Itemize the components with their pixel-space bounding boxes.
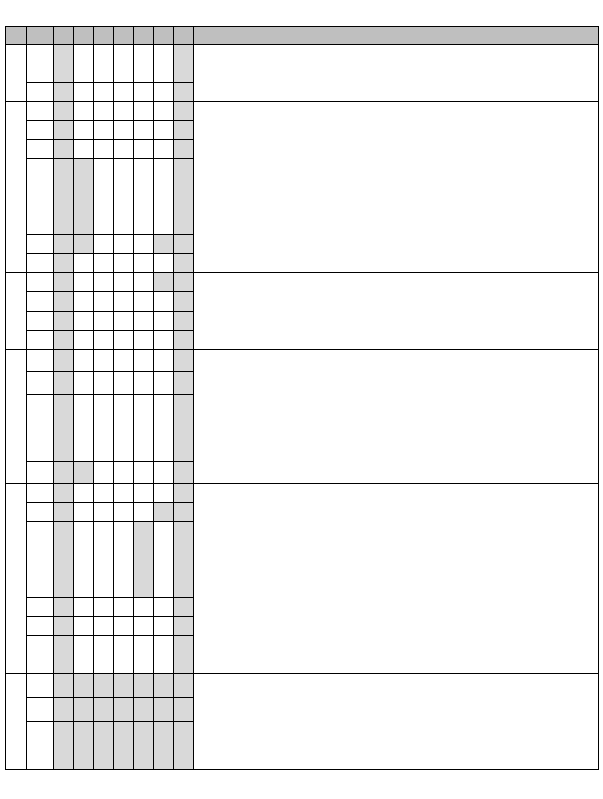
event-item: [196, 225, 598, 244]
event-item: [196, 292, 598, 311]
event-item: [196, 244, 598, 263]
day-cell: [74, 722, 94, 770]
day-cell: [114, 140, 134, 159]
day-cell: [174, 394, 194, 461]
events-header: [194, 27, 599, 45]
event-item: [196, 311, 598, 330]
week-label: [27, 140, 54, 159]
day-cell: [134, 83, 154, 102]
month-label: [6, 484, 27, 674]
event-item: [196, 130, 598, 149]
day-cell: [94, 636, 114, 674]
day-cell: [154, 598, 174, 617]
day-cell: [54, 254, 74, 273]
day-cell: [154, 698, 174, 722]
day-cell: [134, 311, 154, 330]
week-label: [27, 698, 54, 722]
day-cell: [94, 484, 114, 503]
event-item: [196, 273, 598, 292]
day-cell: [94, 503, 114, 522]
day-cell: [154, 522, 174, 598]
day-cell: [94, 674, 114, 698]
day-cell: [94, 617, 114, 636]
day-cell: [114, 311, 134, 330]
week-label: [27, 292, 54, 311]
events-cell: [194, 674, 599, 770]
day-cell: [174, 636, 194, 674]
day-cell: [54, 140, 74, 159]
day-cell: [94, 121, 114, 140]
event-item: [196, 369, 598, 388]
day-cell: [134, 330, 154, 349]
day-cell: [94, 140, 114, 159]
day-cell: [114, 461, 134, 483]
day-cell: [154, 311, 174, 330]
day-cell: [154, 102, 174, 121]
day-cell: [54, 45, 74, 83]
day-cell: [134, 484, 154, 503]
day-cell: [174, 372, 194, 394]
day-cell: [154, 235, 174, 254]
day-cell: [154, 121, 174, 140]
week-label: [27, 83, 54, 102]
day-cell: [154, 372, 174, 394]
day-cell: [174, 235, 194, 254]
day-cell: [134, 235, 154, 254]
event-item: [196, 168, 598, 187]
day-cell: [54, 461, 74, 483]
event-item: [196, 464, 598, 483]
month-header: [6, 27, 27, 45]
day-cell: [54, 394, 74, 461]
event-item: [196, 388, 598, 407]
day-cell: [54, 484, 74, 503]
day-cell: [154, 394, 174, 461]
week-row: [6, 350, 599, 372]
day-cell: [74, 503, 94, 522]
week-label: [27, 330, 54, 349]
day-cell: [114, 674, 134, 698]
events-cell: [194, 350, 599, 484]
week-row: [6, 102, 599, 121]
day-cell: [94, 722, 114, 770]
day-cell: [74, 372, 94, 394]
day-cell: [174, 674, 194, 698]
day-cell: [54, 674, 74, 698]
week-label: [27, 102, 54, 121]
day-cell: [74, 330, 94, 349]
day-cell: [54, 273, 74, 292]
day-cell: [54, 617, 74, 636]
day-cell: [134, 292, 154, 311]
day-cell: [94, 598, 114, 617]
day-cell: [94, 698, 114, 722]
event-item: [196, 750, 598, 769]
day-cell: [154, 350, 174, 372]
day-cell: [114, 254, 134, 273]
event-item: [196, 350, 598, 369]
day-cell: [54, 522, 74, 598]
day-cell: [174, 330, 194, 349]
day-cell: [94, 273, 114, 292]
day-cell: [134, 102, 154, 121]
week-label: [27, 484, 54, 503]
day-cell: [54, 83, 74, 102]
day-cell: [114, 698, 134, 722]
week-label: [27, 598, 54, 617]
event-item: [196, 617, 598, 636]
day-cell: [134, 598, 154, 617]
day-header-tue: [94, 27, 114, 45]
day-cell: [114, 394, 134, 461]
day-cell: [154, 636, 174, 674]
day-cell: [134, 45, 154, 83]
event-item: [196, 579, 598, 598]
day-cell: [54, 372, 74, 394]
day-cell: [94, 83, 114, 102]
day-cell: [54, 636, 74, 674]
header-row: [6, 27, 599, 45]
day-cell: [74, 121, 94, 140]
day-cell: [174, 698, 194, 722]
day-cell: [114, 503, 134, 522]
day-cell: [154, 45, 174, 83]
event-item: [196, 330, 598, 349]
day-cell: [154, 503, 174, 522]
day-cell: [74, 484, 94, 503]
day-cell: [54, 292, 74, 311]
day-cell: [54, 235, 74, 254]
week-label: [27, 254, 54, 273]
day-cell: [154, 159, 174, 235]
day-cell: [134, 698, 154, 722]
day-cell: [74, 235, 94, 254]
week-row: [6, 273, 599, 292]
day-header-wed: [114, 27, 134, 45]
school-calendar-table: [5, 26, 599, 770]
day-cell: [94, 254, 114, 273]
event-item: [196, 522, 598, 541]
event-item: [196, 674, 598, 693]
day-cell: [134, 461, 154, 483]
events-cell: [194, 273, 599, 350]
day-cell: [74, 394, 94, 461]
day-cell: [114, 330, 134, 349]
day-cell: [74, 636, 94, 674]
day-cell: [154, 722, 174, 770]
day-cell: [74, 254, 94, 273]
day-cell: [134, 674, 154, 698]
day-cell: [74, 698, 94, 722]
day-cell: [154, 83, 174, 102]
day-cell: [114, 522, 134, 598]
event-item: [196, 693, 598, 712]
day-cell: [174, 45, 194, 83]
day-cell: [174, 484, 194, 503]
day-cell: [134, 503, 154, 522]
event-item: [196, 111, 598, 130]
day-cell: [134, 159, 154, 235]
event-item: [196, 503, 598, 522]
day-cell: [134, 722, 154, 770]
day-cell: [134, 254, 154, 273]
day-cell: [134, 522, 154, 598]
day-cell: [134, 140, 154, 159]
day-cell: [74, 617, 94, 636]
day-cell: [74, 522, 94, 598]
event-item: [196, 206, 598, 225]
day-cell: [154, 330, 174, 349]
week-label: [27, 674, 54, 698]
day-cell: [114, 484, 134, 503]
day-cell: [114, 273, 134, 292]
event-item: [196, 73, 598, 92]
day-cell: [154, 254, 174, 273]
day-cell: [134, 273, 154, 292]
day-cell: [174, 617, 194, 636]
month-label: [6, 102, 27, 273]
day-cell: [174, 461, 194, 483]
week-label: [27, 235, 54, 254]
day-cell: [134, 394, 154, 461]
event-item: [196, 407, 598, 426]
event-item: [196, 731, 598, 750]
week-label: [27, 503, 54, 522]
event-item: [196, 445, 598, 464]
day-cell: [114, 235, 134, 254]
day-cell: [54, 698, 74, 722]
day-cell: [94, 330, 114, 349]
day-cell: [54, 159, 74, 235]
day-cell: [154, 140, 174, 159]
day-cell: [154, 292, 174, 311]
day-cell: [174, 254, 194, 273]
day-cell: [114, 617, 134, 636]
week-label: [27, 617, 54, 636]
event-item: [196, 636, 598, 655]
day-cell: [174, 598, 194, 617]
day-cell: [94, 350, 114, 372]
day-cell: [54, 722, 74, 770]
day-cell: [134, 121, 154, 140]
week-label: [27, 273, 54, 292]
day-cell: [114, 121, 134, 140]
day-cell: [174, 140, 194, 159]
day-cell: [114, 636, 134, 674]
day-cell: [74, 598, 94, 617]
day-cell: [54, 121, 74, 140]
day-cell: [134, 350, 154, 372]
day-cell: [94, 372, 114, 394]
day-cell: [54, 311, 74, 330]
day-cell: [114, 45, 134, 83]
day-header-mon: [74, 27, 94, 45]
day-cell: [94, 522, 114, 598]
week-label: [27, 394, 54, 461]
day-cell: [74, 159, 94, 235]
event-item: [196, 541, 598, 560]
day-cell: [74, 350, 94, 372]
day-cell: [154, 273, 174, 292]
day-cell: [54, 102, 74, 121]
day-cell: [74, 674, 94, 698]
day-cell: [174, 102, 194, 121]
day-cell: [94, 159, 114, 235]
week-label: [27, 636, 54, 674]
day-cell: [94, 292, 114, 311]
day-cell: [174, 159, 194, 235]
week-row: [6, 674, 599, 698]
day-header-sun: [54, 27, 74, 45]
day-cell: [74, 83, 94, 102]
month-label: [6, 674, 27, 770]
day-cell: [54, 503, 74, 522]
day-cell: [74, 273, 94, 292]
day-cell: [174, 273, 194, 292]
events-cell: [194, 484, 599, 674]
day-cell: [94, 45, 114, 83]
day-cell: [74, 45, 94, 83]
day-cell: [54, 598, 74, 617]
day-cell: [74, 140, 94, 159]
day-cell: [134, 617, 154, 636]
week-label: [27, 372, 54, 394]
events-cell: [194, 102, 599, 273]
day-cell: [134, 372, 154, 394]
event-item: [196, 187, 598, 206]
day-cell: [74, 461, 94, 483]
event-item: [196, 149, 598, 168]
day-cell: [174, 522, 194, 598]
day-cell: [114, 292, 134, 311]
week-header: [27, 27, 54, 45]
event-item: [196, 560, 598, 579]
day-cell: [174, 83, 194, 102]
day-cell: [174, 121, 194, 140]
month-label: [6, 273, 27, 350]
day-header-sat: [174, 27, 194, 45]
day-cell: [114, 83, 134, 102]
day-cell: [54, 330, 74, 349]
day-header-fri: [154, 27, 174, 45]
week-label: [27, 461, 54, 483]
day-cell: [154, 461, 174, 483]
week-label: [27, 350, 54, 372]
month-label: [6, 45, 27, 102]
day-cell: [74, 102, 94, 121]
day-cell: [54, 350, 74, 372]
day-cell: [134, 636, 154, 674]
week-row: [6, 45, 599, 83]
day-cell: [94, 461, 114, 483]
week-label: [27, 722, 54, 770]
day-header-thu: [134, 27, 154, 45]
event-item: [196, 54, 598, 73]
day-cell: [94, 394, 114, 461]
day-cell: [114, 372, 134, 394]
event-item: [196, 712, 598, 731]
month-label: [6, 350, 27, 484]
week-label: [27, 159, 54, 235]
week-label: [27, 45, 54, 83]
week-label: [27, 121, 54, 140]
day-cell: [114, 350, 134, 372]
events-cell: [194, 45, 599, 102]
week-row: [6, 484, 599, 503]
day-cell: [154, 617, 174, 636]
week-label: [27, 522, 54, 598]
day-cell: [114, 159, 134, 235]
day-cell: [174, 350, 194, 372]
day-cell: [114, 102, 134, 121]
calendar-title: [2, 2, 602, 24]
day-cell: [174, 503, 194, 522]
day-cell: [174, 722, 194, 770]
day-cell: [74, 292, 94, 311]
day-cell: [174, 311, 194, 330]
day-cell: [94, 311, 114, 330]
day-cell: [114, 722, 134, 770]
day-cell: [94, 235, 114, 254]
day-cell: [154, 674, 174, 698]
event-item: [196, 598, 598, 617]
day-cell: [114, 598, 134, 617]
day-cell: [174, 292, 194, 311]
week-label: [27, 311, 54, 330]
day-cell: [154, 484, 174, 503]
day-cell: [94, 102, 114, 121]
day-cell: [74, 311, 94, 330]
event-item: [196, 426, 598, 445]
